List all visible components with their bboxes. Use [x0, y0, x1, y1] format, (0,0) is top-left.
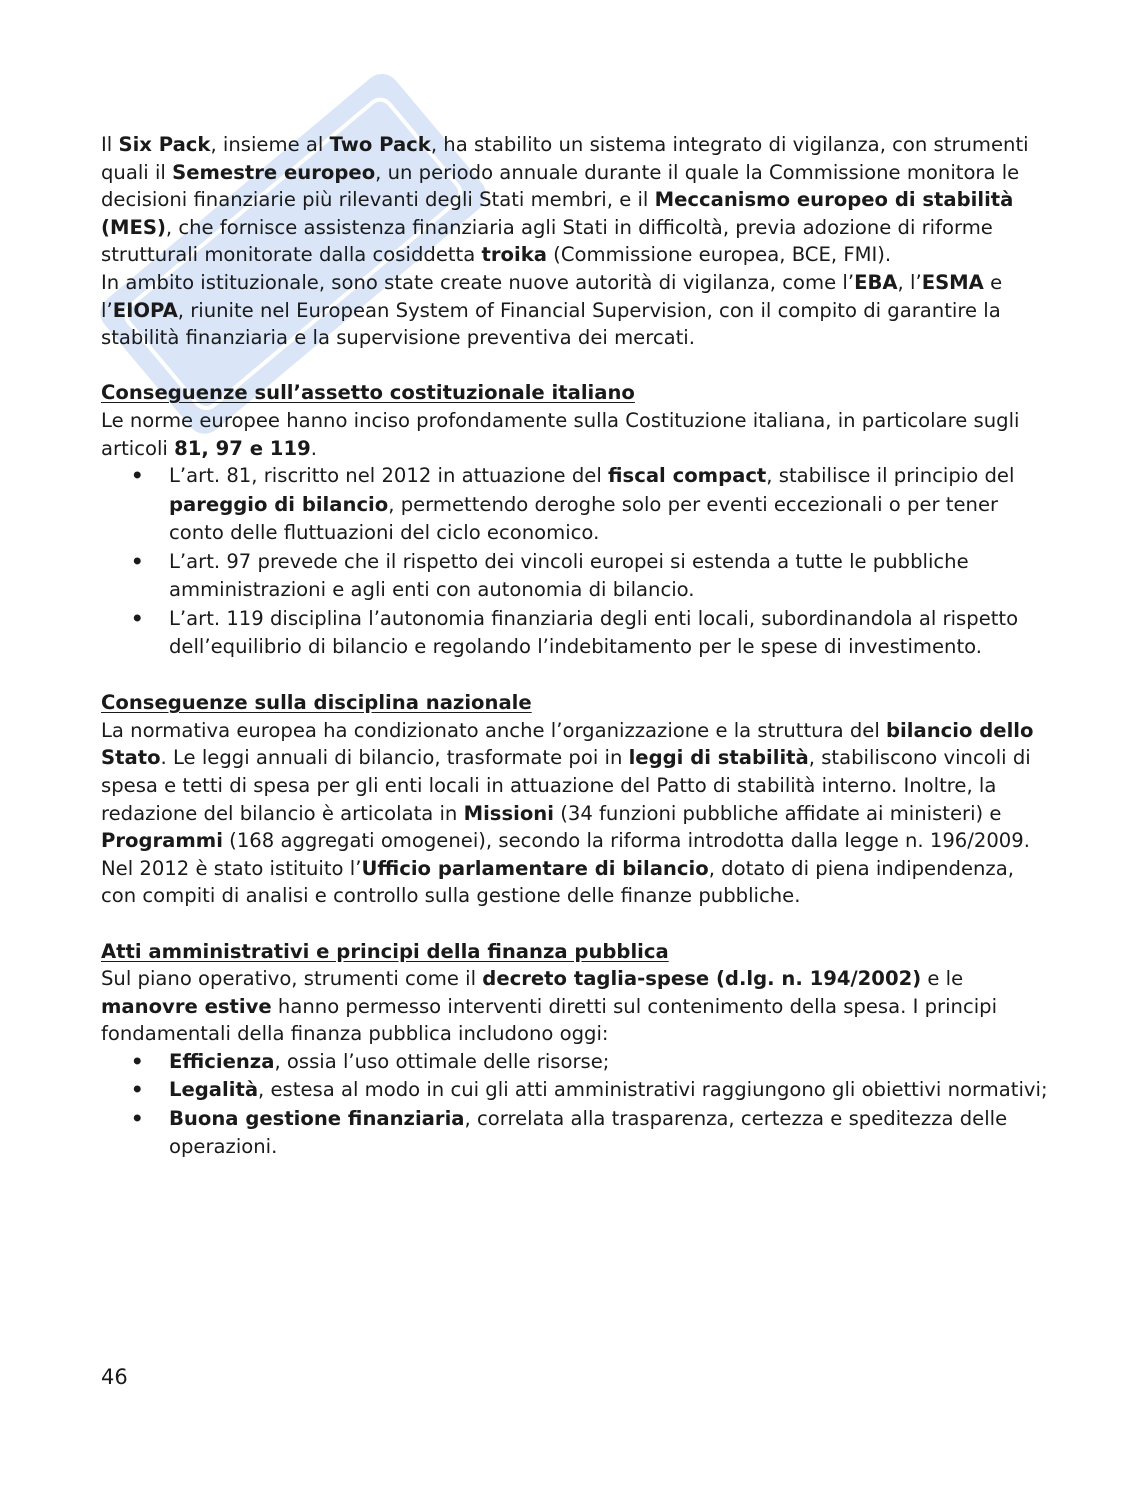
- paragraph-norme-europee: [101, 407, 1051, 462]
- run-bold: EIOPA: [112, 298, 178, 322]
- run-bold: Six Pack: [118, 133, 211, 156]
- run-text: , che fornisce assistenza finanziaria agli Stati in difficoltà, previa adozione di riforme strutturali monitorate dalla cosiddetta: [101, 215, 993, 267]
- page-number: 46: [101, 1365, 128, 1389]
- list-run-text: , correlata alla trasparenza, certezza e speditezza delle operazioni.: [169, 1106, 1008, 1159]
- paragraph-ufficio-parlamentare: [101, 855, 1051, 910]
- paragraph-six-pack: [101, 131, 1051, 269]
- bullet-icon: •: [131, 1049, 144, 1073]
- run-text: hanno permesso interventi diretti sul contenimento della spesa. I principi fondamentali della finanza pubblica includono oggi:: [101, 994, 998, 1046]
- heading-assetto-costituzionale: Conseguenze sull’assetto costituzionale italiano: [101, 381, 635, 405]
- bullet-icon: •: [131, 606, 144, 630]
- run-bold: manovre estive: [101, 994, 272, 1018]
- run-text: (34 funzioni pubbliche affidate ai ministeri) e: [553, 801, 1002, 825]
- list-run-bold: Buona gestione finanziaria: [169, 1106, 465, 1130]
- list-run-text: , estesa al modo in cui gli atti amministrativi raggiungono gli obiettivi normativi;: [258, 1078, 1048, 1102]
- bullet-icon: •: [131, 549, 144, 573]
- run-bold: Ufficio parlamentare di bilancio: [361, 856, 709, 880]
- run-bold: 81, 97 e 119: [174, 436, 311, 460]
- document-body: [101, 131, 1051, 1162]
- run-text: , riunite nel European System of Financial Supervision, con il compito di garantire la stabilità finanziaria e la supervisione preventiva dei mercati.: [101, 298, 1001, 350]
- list-item: [101, 462, 1051, 548]
- run-text: . Le leggi annuali di bilancio, trasformate poi in: [160, 746, 629, 770]
- list-run-text: L’art. 81, riscritto nel 2012 in attuazione del: [169, 464, 609, 488]
- run-text: e le: [921, 967, 964, 991]
- run-text: , stabiliscono vincoli di spesa e tetti di spesa per gli enti locali in attuazione del Patto di stabilità interno. Inoltre, la redazione del bilancio è articolata in: [101, 746, 1031, 825]
- run-text: (168 aggregati omogenei), secondo la riforma introdotta dalla legge n. 196/2009.: [222, 829, 1030, 853]
- run-text: , ha stabilito un sistema integrato di vigilanza, con strumenti quali il: [101, 133, 1029, 184]
- run-text: Sul piano operativo, strumenti come il: [101, 967, 483, 991]
- bullet-icon: •: [131, 1078, 144, 1102]
- bullet-icon: •: [131, 464, 144, 488]
- run-text: Le norme europee hanno inciso profondamente sulla Costituzione italiana, in particolare sugli articoli: [101, 408, 1020, 460]
- paragraph-autorita-vigilanza: [101, 269, 1051, 352]
- run-bold: EBA: [854, 270, 898, 294]
- run-bold: leggi di stabilità: [628, 746, 809, 770]
- list-principi: [101, 1048, 1051, 1162]
- list-run-text: , ossia l’uso ottimale delle risorse;: [274, 1049, 610, 1073]
- run-text: (Commissione europea, BCE, FMI).: [546, 243, 892, 267]
- bullet-icon: •: [131, 1106, 144, 1130]
- run-bold: decreto taglia-spese (d.lg. n. 194/2002): [482, 967, 922, 991]
- list-run-text: L’art. 119 disciplina l’autonomia finanziaria degli enti locali, subordinandola al rispetto dell’equilibrio di bilancio e regolando l’indebitamento per le spese di investimento.: [169, 606, 1019, 659]
- run-text: In ambito istituzionale, sono state create nuove autorità di vigilanza, come l’: [101, 270, 855, 294]
- run-bold: bilancio dello Stato: [101, 718, 1034, 770]
- paragraph-piano-operativo: [101, 965, 1051, 1048]
- paragraph-normativa-europea: [101, 717, 1051, 855]
- list-item: [101, 1076, 1051, 1105]
- run-text: La normativa europea ha condizionato anche l’organizzazione e la struttura del: [101, 718, 887, 742]
- list-run-bold: Efficienza: [169, 1049, 275, 1073]
- list-run-bold: Legalità: [169, 1078, 259, 1102]
- list-articoli: [101, 462, 1051, 662]
- run-text: , dotato di piena indipendenza, con compiti di analisi e controllo sulla gestione delle finanze pubbliche.: [101, 856, 1014, 908]
- run-bold: Semestre europeo: [172, 160, 376, 184]
- run-bold: Meccanismo europeo di stabilità (MES): [101, 188, 1014, 239]
- list-item: [101, 1048, 1051, 1077]
- list-item: [101, 548, 1051, 605]
- run-bold: Missioni: [463, 801, 554, 825]
- run-text: , un periodo annuale durante il quale la Commissione monitora le decisioni finanziarie più rilevanti degli Stati membri, e il: [101, 160, 1020, 212]
- run-text: Il: [101, 133, 119, 156]
- list-run-text: , stabilisce il principio del: [766, 464, 1015, 488]
- list-run-bold: pareggio di bilancio: [169, 492, 389, 516]
- list-run-text: , permettendo deroghe solo per eventi eccezionali o per tener conto delle fluttuazioni del ciclo economico.: [169, 492, 999, 545]
- run-bold: ESMA: [921, 270, 984, 294]
- run-text: , insieme al: [210, 133, 330, 156]
- heading-disciplina-nazionale: Conseguenze sulla disciplina nazionale: [101, 691, 532, 715]
- run-text: e l’: [101, 270, 1003, 322]
- run-text: , l’: [897, 270, 922, 294]
- run-text: .: [310, 436, 317, 460]
- heading-atti-amministrativi: Atti amministrativi e principi della finanza pubblica: [101, 939, 669, 963]
- list-run-bold: fiscal compact: [608, 464, 767, 488]
- run-bold: Two Pack: [329, 133, 431, 156]
- run-bold: troika: [481, 243, 547, 267]
- list-item: [101, 1105, 1051, 1162]
- run-text: Nel 2012 è stato istituito l’: [101, 856, 362, 880]
- list-item: [101, 605, 1051, 662]
- list-run-text: L’art. 97 prevede che il rispetto dei vincoli europei si estenda a tutte le pubbliche amministrazioni e agli enti con autonomia di bilancio.: [169, 549, 969, 602]
- run-bold: Programmi: [101, 829, 223, 853]
